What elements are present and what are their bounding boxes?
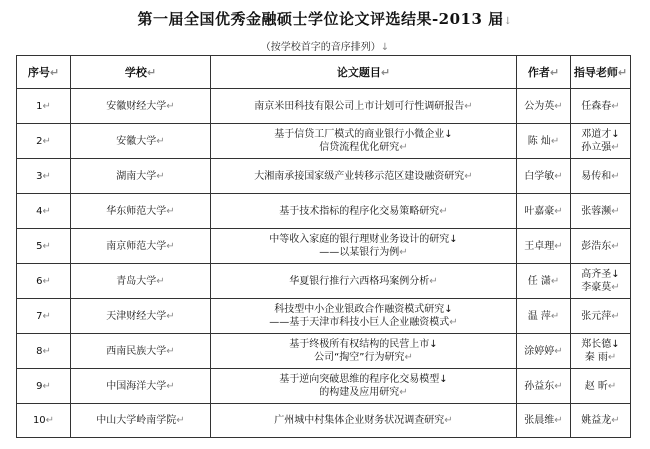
- advisor-line: [573, 310, 628, 323]
- advisor-text: 姚益龙: [581, 415, 612, 426]
- author-cell: [517, 404, 571, 438]
- header-thesis-label: 论文题目: [336, 65, 381, 79]
- author-text: 王卓理: [524, 240, 555, 252]
- paragraph-mark: ↵: [449, 317, 458, 328]
- school-text: 西南民族大学: [106, 345, 167, 357]
- index-text: 4: [36, 205, 43, 217]
- thesis-text: 南京米田科技有限公司上市计划可行性调研报告: [254, 100, 465, 112]
- subtitle-text: （按学校首字的音序排列）: [260, 42, 381, 53]
- author-line: [519, 170, 568, 183]
- index-line: [19, 135, 68, 148]
- title-text: 第一届全国优秀金融硕士学位论文评选结果-2013 届: [137, 10, 504, 28]
- paragraph-mark: ↵: [42, 380, 51, 392]
- table-row: [17, 334, 631, 369]
- thesis-text: 华夏银行推行六西格玛案例分析: [289, 275, 430, 287]
- school-text: 天津财经大学: [106, 310, 167, 322]
- subtitle-paragraph-mark: ↓: [380, 42, 390, 53]
- paragraph-mark: ↵: [550, 135, 560, 147]
- paragraph-mark: ↵: [611, 205, 620, 217]
- thesis-line: [213, 414, 514, 427]
- author-text: 涂婷婷: [524, 345, 555, 357]
- paragraph-mark: ↵: [156, 275, 165, 287]
- advisor-line: [573, 414, 628, 427]
- index-cell: [17, 124, 71, 159]
- header-author-label: 作者: [527, 65, 550, 79]
- thesis-text: 基于逆向突破思维的程序化交易模型↓: [279, 374, 448, 385]
- author-cell: [517, 369, 571, 404]
- author-line: [519, 135, 568, 148]
- paragraph-mark: ↵: [617, 65, 628, 79]
- school-text: 湖南大学: [116, 170, 157, 182]
- paragraph-mark: ↵: [399, 142, 408, 153]
- table-row: [17, 89, 631, 124]
- paragraph-mark: ↵: [166, 380, 175, 392]
- paragraph-mark: ↵: [42, 135, 51, 147]
- paragraph-mark: ↵: [464, 100, 473, 112]
- thesis-text: 科技型中小企业银政合作融资模式研究↓: [274, 304, 453, 315]
- paragraph-mark: ↵: [176, 415, 185, 426]
- index-text: 3: [36, 170, 43, 182]
- index-line: [19, 205, 68, 218]
- thesis-text: 基于终极所有权结构的民营上市↓: [289, 339, 438, 350]
- thesis-line: [213, 246, 514, 259]
- author-text: 任 潇: [527, 275, 551, 287]
- thesis-line: [213, 316, 514, 329]
- index-cell: [17, 229, 71, 264]
- paragraph-mark: ↵: [444, 415, 453, 426]
- advisor-cell: [571, 299, 631, 334]
- thesis-line: [213, 205, 514, 218]
- advisor-cell: [571, 369, 631, 404]
- thesis-cell: [211, 334, 517, 369]
- header-school-label: 学校: [124, 65, 147, 79]
- school-line: [73, 240, 208, 253]
- thesis-line: [213, 275, 514, 288]
- paragraph-mark: ↵: [42, 310, 51, 322]
- table-row: [17, 404, 631, 438]
- header-thesis: [211, 56, 517, 89]
- paragraph-mark: ↵: [607, 352, 617, 363]
- thesis-cell: [211, 229, 517, 264]
- table-row: [17, 299, 631, 334]
- paragraph-mark: ↵: [554, 170, 563, 182]
- paragraph-mark: ↵: [554, 100, 563, 112]
- school-line: [73, 380, 208, 393]
- thesis-cell: [211, 264, 517, 299]
- thesis-cell: [211, 159, 517, 194]
- table-row: [17, 369, 631, 404]
- paragraph-mark: ↵: [380, 65, 391, 79]
- school-cell: [71, 229, 211, 264]
- paragraph-mark: ↵: [399, 247, 408, 258]
- paragraph-mark: ↵: [611, 310, 620, 322]
- advisor-text: 秦 雨: [584, 352, 608, 363]
- school-line: [73, 135, 208, 148]
- table-header-row: [17, 56, 631, 89]
- thesis-text: 公司“掏空”行为研究: [314, 352, 405, 363]
- index-cell: [17, 89, 71, 124]
- paragraph-mark: ↵: [607, 380, 617, 392]
- thesis-line: [213, 386, 514, 399]
- author-line: [519, 345, 568, 358]
- author-text: 温 萍: [527, 310, 551, 322]
- author-line: [519, 100, 568, 113]
- author-line: [519, 205, 568, 218]
- index-line: [19, 380, 68, 393]
- paragraph-mark: ↵: [166, 345, 175, 357]
- advisor-cell: [571, 159, 631, 194]
- index-line: [19, 345, 68, 358]
- index-text: 1: [36, 100, 43, 112]
- paragraph-mark: ↵: [611, 170, 620, 182]
- advisor-text: 郑长德↓: [581, 339, 620, 350]
- thesis-line: [213, 351, 514, 364]
- paragraph-mark: ↵: [49, 65, 60, 79]
- thesis-cell: [211, 299, 517, 334]
- thesis-cell: [211, 89, 517, 124]
- index-line: [19, 100, 68, 113]
- advisor-cell: [571, 334, 631, 369]
- thesis-text: 基于信贷工厂模式的商业银行小微企业↓: [274, 129, 453, 140]
- thesis-cell: [211, 404, 517, 438]
- thesis-text: 大湘南承接国家级产业转移示范区建设融资研究: [254, 170, 465, 182]
- school-cell: [71, 194, 211, 229]
- paragraph-mark: ↵: [439, 205, 448, 217]
- advisor-cell: [571, 229, 631, 264]
- table-row: [17, 194, 631, 229]
- thesis-line: [213, 100, 514, 113]
- index-cell: [17, 299, 71, 334]
- thesis-text: 广州城中村集体企业财务状况调查研究: [274, 415, 445, 426]
- thesis-cell: [211, 124, 517, 159]
- advisor-line: [573, 205, 628, 218]
- author-text: 陈 灿: [527, 135, 551, 147]
- index-line: [19, 414, 68, 427]
- paragraph-mark: ↵: [166, 205, 175, 217]
- table-row: [17, 264, 631, 299]
- author-line: [519, 240, 568, 253]
- table-row: [17, 159, 631, 194]
- advisor-text: 易传和: [581, 170, 612, 182]
- school-text: 安徽大学: [116, 135, 157, 147]
- index-line: [19, 240, 68, 253]
- paragraph-mark: ↵: [550, 275, 560, 287]
- advisor-text: 孙立强: [581, 142, 612, 153]
- author-text: 白学敏: [524, 170, 555, 182]
- school-cell: [71, 124, 211, 159]
- school-cell: [71, 334, 211, 369]
- paragraph-mark: ↵: [42, 275, 51, 287]
- paragraph-mark: ↵: [45, 415, 55, 426]
- header-advisor: [571, 56, 631, 89]
- header-school: [71, 56, 211, 89]
- advisor-line: [573, 240, 628, 253]
- index-line: [19, 170, 68, 183]
- paragraph-mark: ↵: [166, 310, 175, 322]
- paragraph-mark: ↵: [429, 275, 438, 287]
- paragraph-mark: ↵: [156, 135, 165, 147]
- school-cell: [71, 89, 211, 124]
- school-text: 南京师范大学: [106, 240, 167, 252]
- header-advisor-label: 指导老师: [573, 65, 618, 79]
- author-line: [519, 414, 568, 427]
- paragraph-mark: ↵: [611, 142, 620, 153]
- school-cell: [71, 299, 211, 334]
- advisor-text: 张元萍: [581, 310, 612, 322]
- index-line: [19, 310, 68, 323]
- school-line: [73, 275, 208, 288]
- author-text: 公为英: [524, 100, 555, 112]
- index-text: 10: [32, 415, 46, 426]
- author-cell: [517, 334, 571, 369]
- author-text: 张晨维: [524, 415, 555, 426]
- school-cell: [71, 404, 211, 438]
- index-cell: [17, 264, 71, 299]
- header-index-label: 序号: [27, 65, 50, 79]
- index-text: 2: [36, 135, 43, 147]
- paragraph-mark: ↵: [42, 100, 51, 112]
- school-line: [73, 100, 208, 113]
- paragraph-mark: ↵: [611, 100, 620, 112]
- advisor-text: 任森春: [581, 100, 612, 112]
- paragraph-mark: ↵: [166, 100, 175, 112]
- advisor-text: 张蓉濒: [581, 205, 612, 217]
- header-author: [517, 56, 571, 89]
- thesis-text: 的构建及应用研究: [319, 387, 400, 398]
- title-paragraph-mark: ↓: [503, 16, 513, 27]
- author-cell: [517, 194, 571, 229]
- index-text: 5: [36, 240, 43, 252]
- thesis-text: 基于技术指标的程序化交易策略研究: [279, 205, 440, 217]
- index-cell: [17, 369, 71, 404]
- paragraph-mark: ↵: [464, 170, 473, 182]
- advisor-cell: [571, 89, 631, 124]
- school-text: 青岛大学: [116, 275, 157, 287]
- advisor-cell: [571, 124, 631, 159]
- school-cell: [71, 264, 211, 299]
- advisor-line: [573, 380, 628, 393]
- paragraph-mark: ↵: [611, 415, 620, 426]
- paragraph-mark: ↵: [550, 310, 560, 322]
- author-text: 叶嘉豪: [524, 205, 555, 217]
- paragraph-mark: ↵: [611, 240, 620, 252]
- paragraph-mark: ↵: [404, 352, 413, 363]
- results-table: [16, 55, 631, 438]
- advisor-cell: [571, 404, 631, 438]
- author-cell: [517, 89, 571, 124]
- school-line: [73, 345, 208, 358]
- index-line: [19, 275, 68, 288]
- advisor-text: 彭浩东: [581, 240, 612, 252]
- author-line: [519, 380, 568, 393]
- school-text: 中山大学岭南学院: [96, 415, 177, 426]
- thesis-cell: [211, 369, 517, 404]
- paragraph-mark: ↵: [146, 65, 157, 79]
- thesis-line: [213, 141, 514, 154]
- advisor-cell: [571, 194, 631, 229]
- author-line: [519, 275, 568, 288]
- author-cell: [517, 299, 571, 334]
- index-text: 9: [36, 380, 43, 392]
- school-cell: [71, 159, 211, 194]
- paragraph-mark: ↵: [156, 170, 165, 182]
- author-text: 孙益东: [524, 380, 555, 392]
- thesis-text: ——基于天津市科技小巨人企业融资模式: [269, 317, 450, 328]
- advisor-line: [573, 281, 628, 294]
- index-text: 8: [36, 345, 43, 357]
- paragraph-mark: ↵: [549, 65, 560, 79]
- header-index: [17, 56, 71, 89]
- thesis-text: 信贷流程优化研究: [319, 142, 400, 153]
- school-line: [73, 205, 208, 218]
- paragraph-mark: ↵: [554, 240, 563, 252]
- table-row: [17, 229, 631, 264]
- school-line: [73, 414, 208, 427]
- advisor-text: 赵 昕: [584, 380, 608, 392]
- index-text: 6: [36, 275, 43, 287]
- paragraph-mark: ↵: [42, 205, 51, 217]
- school-line: [73, 170, 208, 183]
- thesis-line: [213, 170, 514, 183]
- advisor-text: 李豪莫: [581, 282, 612, 293]
- index-cell: [17, 334, 71, 369]
- thesis-cell: [211, 194, 517, 229]
- document-subtitle: [0, 38, 650, 53]
- index-cell: [17, 159, 71, 194]
- advisor-line: [573, 141, 628, 154]
- paragraph-mark: ↵: [42, 345, 51, 357]
- paragraph-mark: ↵: [554, 380, 563, 392]
- advisor-line: [573, 351, 628, 364]
- paragraph-mark: ↵: [42, 240, 51, 252]
- author-cell: [517, 124, 571, 159]
- paragraph-mark: ↵: [166, 240, 175, 252]
- school-text: 中国海洋大学: [106, 380, 167, 392]
- index-text: 7: [36, 310, 43, 322]
- advisor-text: 邓道才↓: [581, 129, 620, 140]
- paragraph-mark: ↵: [42, 170, 51, 182]
- school-text: 安徽财经大学: [106, 100, 167, 112]
- author-cell: [517, 159, 571, 194]
- document-title: [0, 8, 650, 29]
- school-cell: [71, 369, 211, 404]
- thesis-text: 中等收入家庭的银行理财业务设计的研究↓: [269, 234, 458, 245]
- table-row: [17, 124, 631, 159]
- paragraph-mark: ↵: [554, 205, 563, 217]
- school-text: 华东师范大学: [106, 205, 167, 217]
- thesis-text: ——以某银行为例: [319, 247, 400, 258]
- advisor-text: 高齐圣↓: [581, 269, 620, 280]
- author-line: [519, 310, 568, 323]
- school-line: [73, 310, 208, 323]
- index-cell: [17, 194, 71, 229]
- paragraph-mark: ↵: [611, 282, 620, 293]
- paragraph-mark: ↵: [399, 387, 408, 398]
- author-cell: [517, 229, 571, 264]
- index-cell: [17, 404, 71, 438]
- paragraph-mark: ↵: [554, 415, 563, 426]
- advisor-cell: [571, 264, 631, 299]
- paragraph-mark: ↵: [554, 345, 563, 357]
- author-cell: [517, 264, 571, 299]
- advisor-line: [573, 100, 628, 113]
- advisor-line: [573, 170, 628, 183]
